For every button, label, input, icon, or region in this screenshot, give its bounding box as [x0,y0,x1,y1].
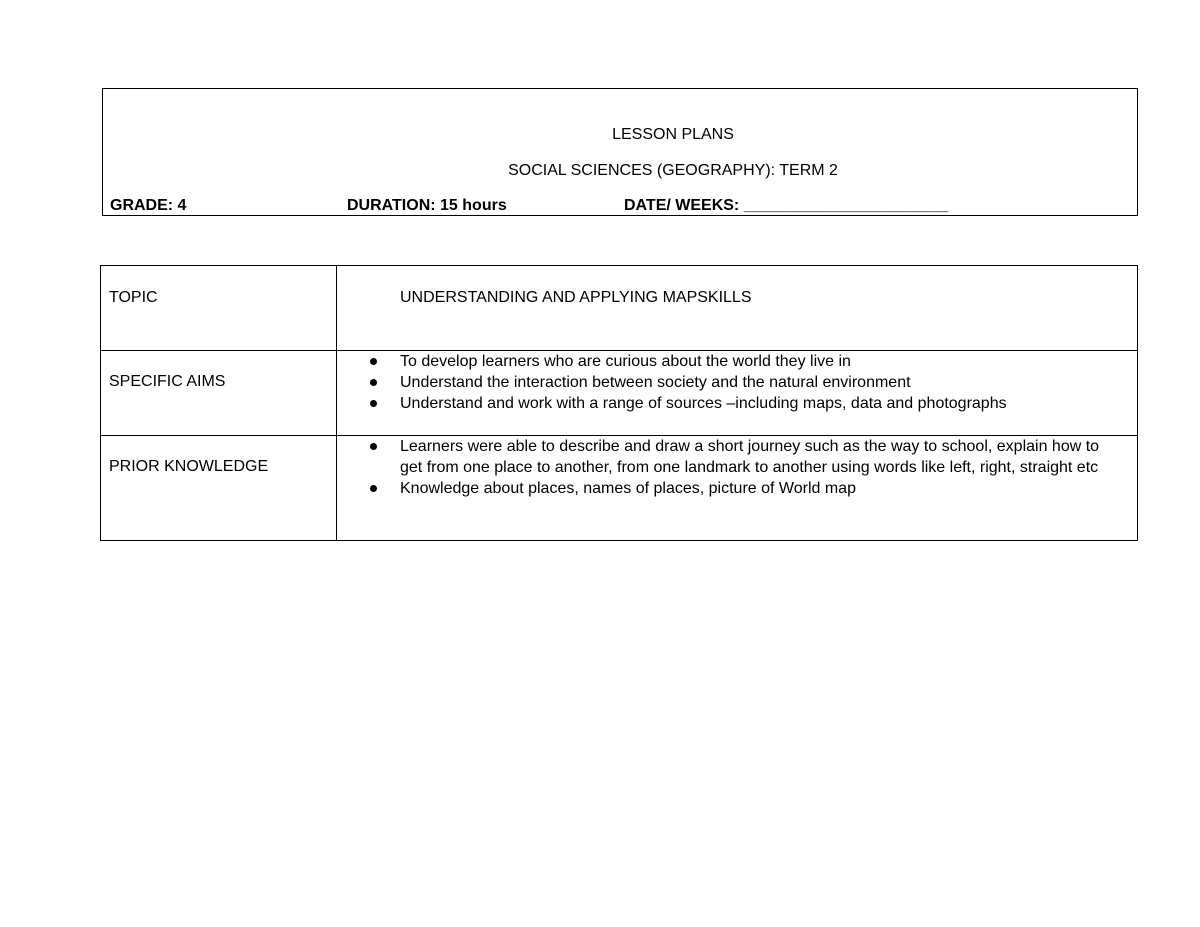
topic-label: TOPIC [109,289,158,306]
document-subtitle: SOCIAL SCIENCES (GEOGRAPHY): TERM 2 [508,162,838,179]
document-title: LESSON PLANS [612,126,734,143]
topic-value: UNDERSTANDING AND APPLYING MAPSKILLS [400,289,752,306]
topic-value-cell [337,266,1138,351]
specific-aims-label: SPECIFIC AIMS [109,373,226,390]
bullet-icon [370,379,377,386]
lesson-plan-header [102,88,1138,216]
prior-knowledge-label: PRIOR KNOWLEDGE [109,458,269,475]
duration-field: DURATION: 15 hours [347,197,507,214]
list-item: To develop learners who are curious about the world they live in [337,351,1137,372]
prior-knowledge-value-cell [337,436,1138,541]
specific-aims-value-cell [337,351,1138,436]
specific-aims-list [337,351,1137,414]
date-weeks-field: DATE/ WEEKS: _______________________ [624,197,949,214]
bullet-icon [370,485,377,492]
bullet-icon [370,400,377,407]
table-row-topic [101,266,1138,351]
prior-knowledge-label-cell [101,436,337,541]
list-item: Knowledge about places, names of places, picture of World map [337,478,1137,499]
grade-field: GRADE: 4 [110,197,187,214]
prior-knowledge-list [337,436,1137,499]
list-item: Learners were able to describe and draw a short journey such as the way to school, explain how to get from one place to another, from one landmark to another using words like left, right, straight etc [337,436,1137,478]
table-row-prior-knowledge [101,436,1138,541]
topic-label-cell [101,266,337,351]
bullet-icon [370,358,377,365]
list-item: Understand and work with a range of sources –including maps, data and photographs [337,393,1137,414]
specific-aims-label-cell [101,351,337,436]
list-item: Understand the interaction between society and the natural environment [337,372,1137,393]
bullet-icon [370,443,377,450]
table-row-specific-aims [101,351,1138,436]
lesson-plan-table [100,265,1138,541]
